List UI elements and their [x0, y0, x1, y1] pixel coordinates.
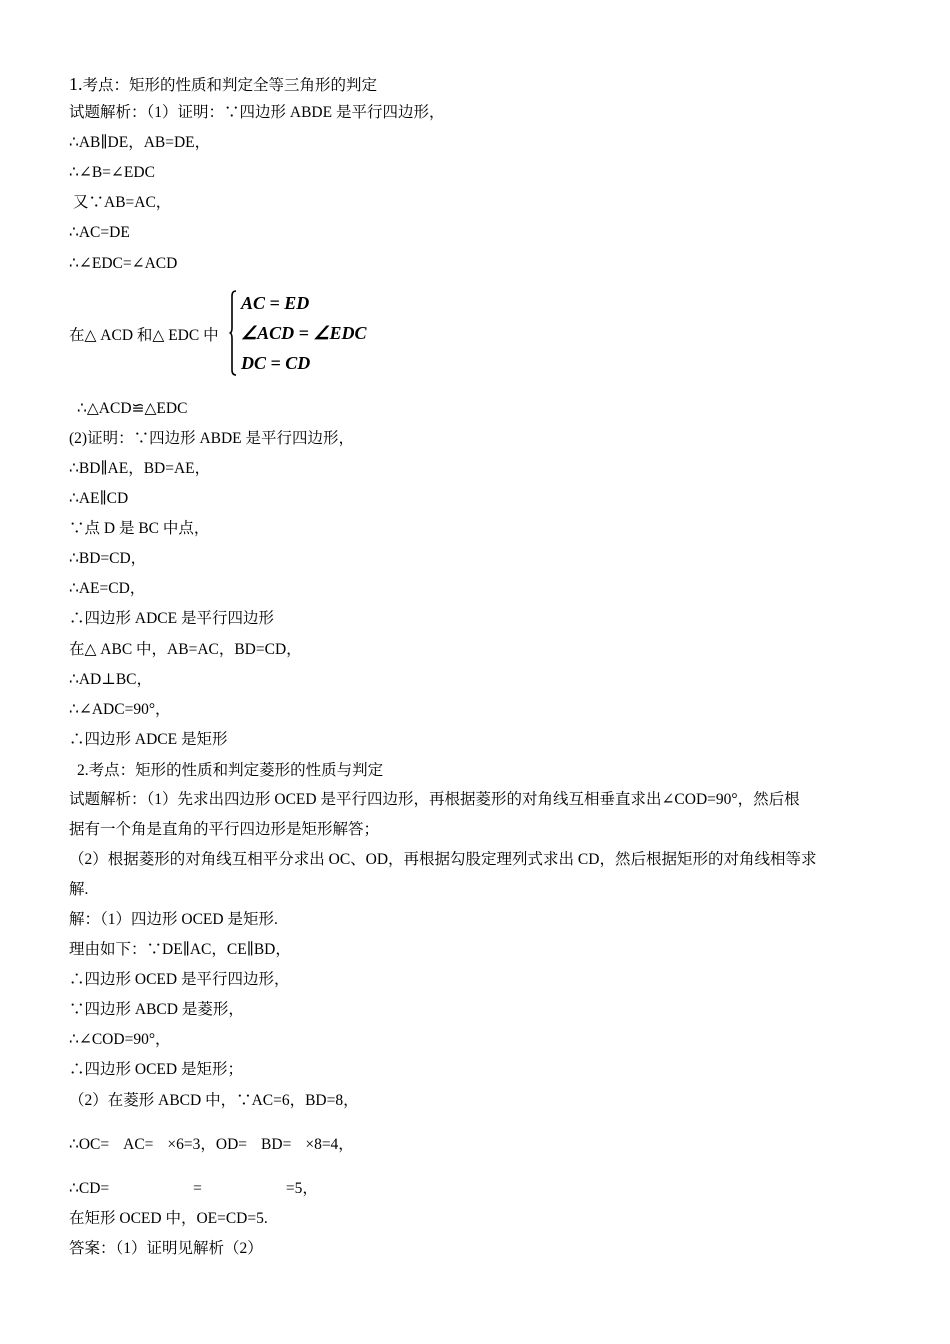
calc2-c: =5， — [285, 1180, 318, 1197]
q1-line-9: ∴BD∥AE，BD=AE， — [69, 460, 211, 477]
q2-calc-line-1 — [69, 1135, 354, 1155]
q1-line-7: ∴△ACD≌△EDC — [77, 400, 188, 417]
q1-line-16: ∴AD⊥BC， — [69, 671, 153, 688]
q2-line-11: （2）在菱形 ABCD 中，∵AC=6，BD=8， — [69, 1092, 359, 1109]
q2-line-12: 在矩形 OCED 中，OE=CD=5. — [69, 1210, 268, 1227]
calc1-d: BD= — [261, 1136, 292, 1153]
system-eq-3: DC = CD — [241, 353, 311, 373]
q2-line-1: 试题解析：（1）先求出四边形 OCED 是平行四边形，再根据菱形的对角线互相垂直求出∠COD=90°，然后根 — [69, 791, 800, 808]
calc1-e: ×8=4， — [305, 1136, 354, 1153]
q2-line-5: 解：（1）四边形 OCED 是矩形. — [69, 911, 278, 928]
q1-line-11: ∵点 D 是 BC 中点， — [69, 520, 210, 537]
q2-calc-line-2 — [69, 1179, 318, 1199]
q2-line-7: ∴四边形 OCED 是平行四边形， — [69, 971, 290, 988]
q2-line-2: 据有一个角是直角的平行四边形是矩形解答； — [69, 821, 380, 838]
system-eq-1: AC = ED — [241, 293, 310, 313]
q2-answer: 答案：（1）证明见解析（2） — [69, 1240, 263, 1257]
q1-system-prefix: 在△ ACD 和△ EDC 中 — [69, 327, 219, 344]
q1-line-14: ∴四边形 ADCE 是平行四边形 — [69, 610, 274, 627]
q1-line-12: ∴BD=CD， — [69, 550, 147, 567]
q2-line-10: ∴四边形 OCED 是矩形； — [69, 1061, 243, 1078]
calc2-b: = — [193, 1180, 202, 1197]
q1-line-5: ∴AC=DE — [69, 224, 130, 241]
q1-line-8: (2)证明：∵四边形 ABDE 是平行四边形， — [69, 430, 355, 447]
q1-line-3: ∴∠B=∠EDC — [69, 164, 155, 181]
q1-number: 1. — [69, 74, 83, 94]
q1-line-13: ∴AE=CD， — [69, 580, 146, 597]
q1-heading: 考点：矩形的性质和判定全等三角形的判定 — [82, 77, 378, 94]
q1-line-2: ∴AB∥DE，AB=DE， — [69, 134, 211, 151]
q2-line-6: 理由如下：∵DE∥AC，CE∥BD， — [69, 941, 291, 958]
calc2-a: ∴CD= — [69, 1180, 110, 1197]
q1-line-1: 试题解析：（1）证明：∵四边形 ABDE 是平行四边形， — [69, 104, 445, 121]
q2-line-8: ∵四边形 ABCD 是菱形， — [69, 1001, 244, 1018]
q1-line-10: ∴AE∥CD — [69, 490, 129, 507]
q2-heading: 2.考点：矩形的性质和判定菱形的性质与判定 — [77, 762, 384, 779]
q1-line-6: ∴∠EDC=∠ACD — [69, 255, 178, 272]
q1-line-18: ∴四边形 ADCE 是矩形 — [69, 731, 228, 748]
left-brace-icon — [229, 290, 237, 376]
q1-line-15: 在△ ABC 中，AB=AC，BD=CD， — [69, 641, 302, 658]
q2-line-9: ∴∠COD=90°， — [69, 1031, 171, 1048]
q1-line-4: 又∵AB=AC， — [73, 194, 172, 211]
equation-system — [229, 290, 389, 378]
calc1-b: AC= — [123, 1136, 154, 1153]
q2-line-4: 解. — [69, 881, 89, 898]
q1-heading-line — [69, 74, 377, 96]
calc1-c: ×6=3，OD= — [167, 1136, 248, 1153]
q1-line-17: ∴∠ADC=90°， — [69, 701, 171, 718]
calc1-a: ∴OC= — [69, 1136, 110, 1153]
q2-line-3: （2）根据菱形的对角线互相平分求出 OC、OD，再根据勾股定理列式求出 CD，然后根据矩形的对角线相等求 — [69, 851, 817, 868]
system-eq-2: ∠ACD = ∠EDC — [241, 323, 367, 343]
